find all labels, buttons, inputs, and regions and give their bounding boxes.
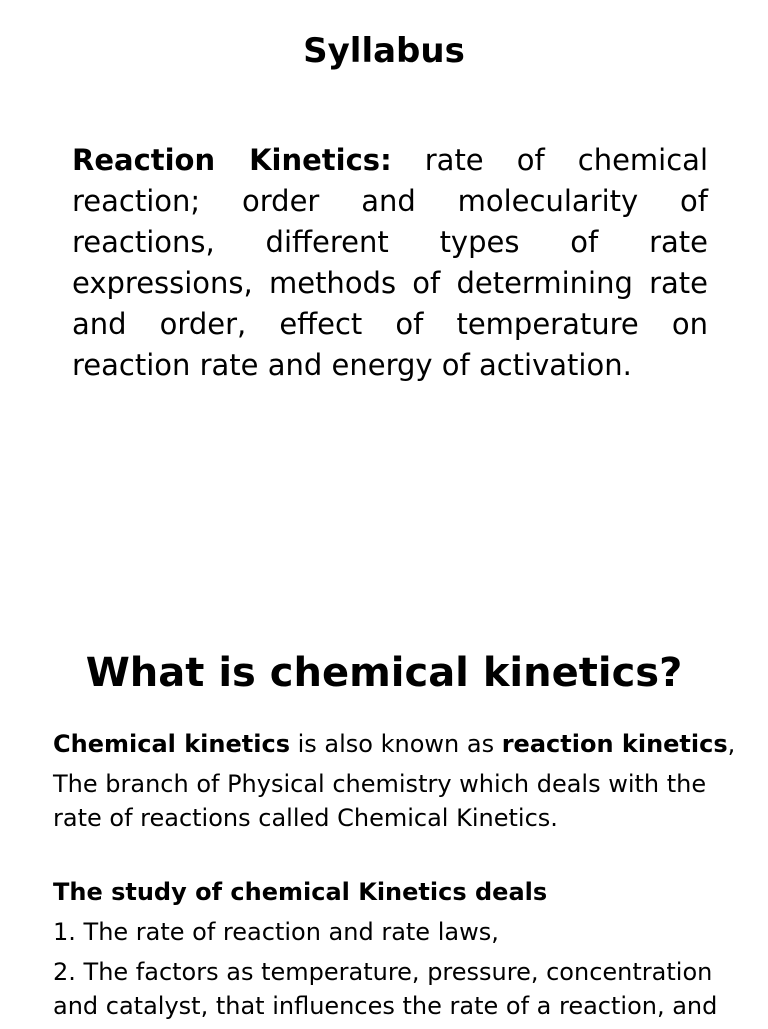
syllabus-paragraph — [72, 140, 708, 386]
slide-body — [53, 727, 743, 1029]
definition-paragraph: The branch of Physical chemistry which deals with the rate of reactions called Chemical Kinetics. — [53, 770, 707, 832]
term-reaction-kinetics: reaction kinetics — [501, 730, 728, 758]
slide-title: What is chemical kinetics? — [85, 650, 683, 696]
spacer — [53, 841, 743, 875]
alias-punctuation: , — [727, 730, 736, 758]
chemical-kinetics-slide — [0, 512, 768, 1024]
study-heading — [53, 875, 743, 909]
syllabus-lead-term: Reaction Kinetics: — [72, 143, 392, 177]
syllabus-description: rate of chemical reaction; order and molecularity of reactions, different types of rate expressions, methods of determining rate and order, effect of temperature on reaction rate and energy of activation. — [72, 143, 708, 382]
syllabus-slide — [0, 0, 768, 512]
alias-connector: is also known as — [289, 730, 502, 758]
list-item: 2. The factors as temperature, pressure, concentration and catalyst, that influences the rate of a reaction, and — [53, 958, 718, 1020]
slide-title: Syllabus — [303, 31, 465, 71]
list-item: 1. The rate of reaction and rate laws, — [53, 918, 499, 946]
term-chemical-kinetics: Chemical kinetics — [53, 730, 290, 758]
alias-line — [53, 727, 743, 761]
study-heading-text: The study of chemical Kinetics deals — [53, 878, 548, 906]
